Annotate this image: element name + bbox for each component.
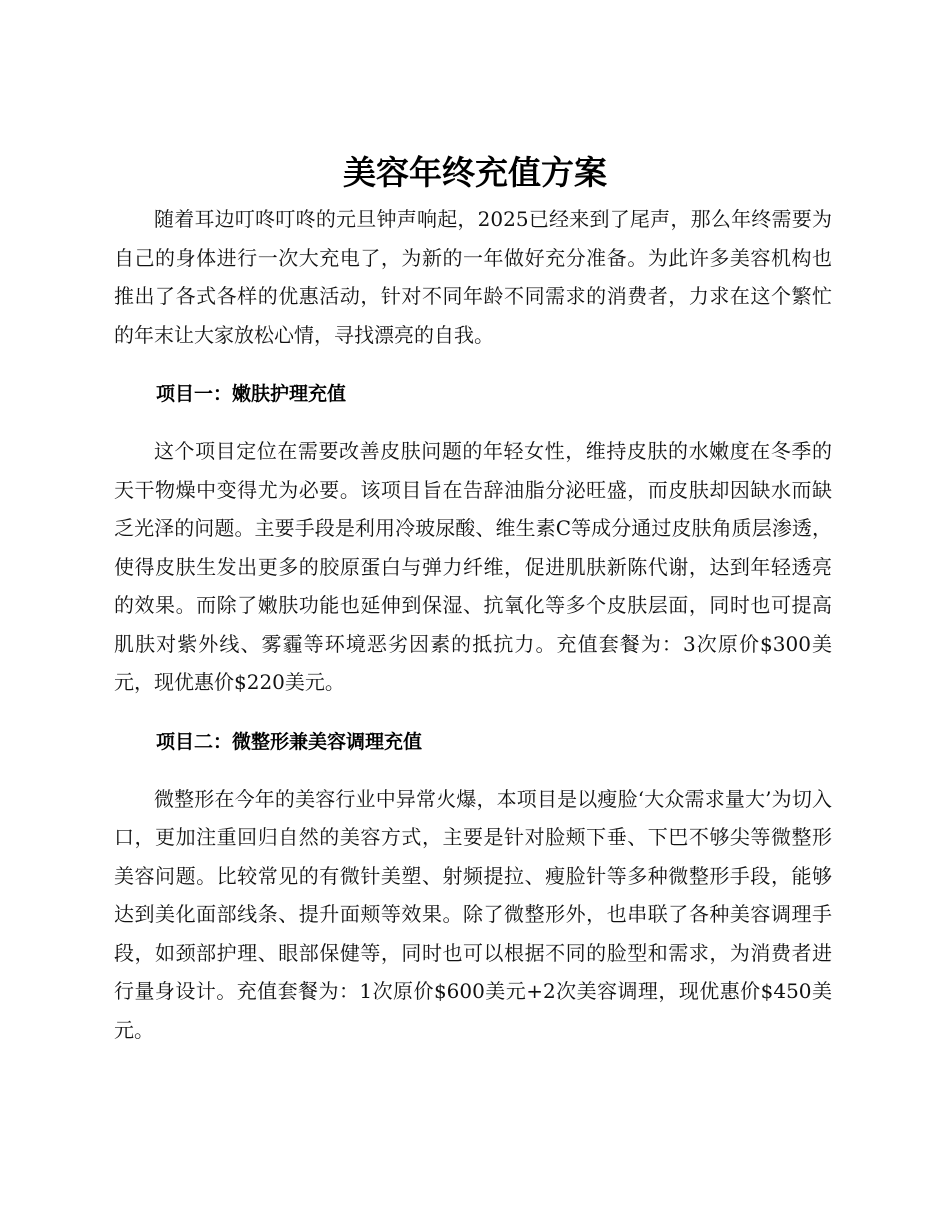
document-title: 美容年终充值方案 (343, 153, 607, 192)
section-body-1: 这个项目定位在需要改善皮肤问题的年轻女性，维持皮肤的水嫩度在冬季的天干物燥中变得尤为必要。该项目旨在告辞油脂分泌旺盛，而皮肤却因缺水而缺乏光泽的问题。主要手段是利用冷玻尿酸、维生素C等成分通过皮肤角质层渗透，使得皮肤生发出更多的胶原蛋白与弹力纤维，促进肌肤新陈代谢，达到年轻透亮的效果。而除了嫩肤功能也延伸到保湿、抗氧化等多个皮肤层面，同时也可提高肌肤对紫外线、雾霾等环境恶劣因素的抵抗力。充值套餐为：3次原价$300美元，现优惠价$220美元。 (114, 439, 832, 694)
intro-paragraph: 随着耳边叮咚叮咚的元旦钟声响起，2025已经来到了尾声，那么年终需要为自己的身体进行一次大充电了，为新的一年做好充分准备。为此许多美容机构也推出了各式各样的优惠活动，针对不同年龄不同需求的消费者，力求在这个繁忙的年末让大家放松心情，寻找漂亮的自我。 (114, 207, 832, 347)
document-body (114, 200, 832, 1049)
section-heading-1: 项目一：嫩肤护理充值 (156, 383, 347, 405)
section-heading-2: 项目二：微整形兼美容调理充值 (156, 730, 423, 753)
section-body-2: 微整形在今年的美容行业中异常火爆，本项目是以瘦脸‘大众需求量大’为切入口，更加注重回归自然的美容方式，主要是针对脸颊下垂、下巴不够尖等微整形美容问题。比较常见的有微针美塑、射频提拉、瘦脸针等多种微整形手段，能够达到美化面部线条、提升面颊等效果。除了微整形外，也串联了各种美容调理手段，如颈部护理、眼部保健等，同时也可以根据不同的脸型和需求，为消费者进行量身设计。充值套餐为：1次原价$600美元+2次美容调理，现优惠价$450美元。 (114, 786, 832, 1042)
